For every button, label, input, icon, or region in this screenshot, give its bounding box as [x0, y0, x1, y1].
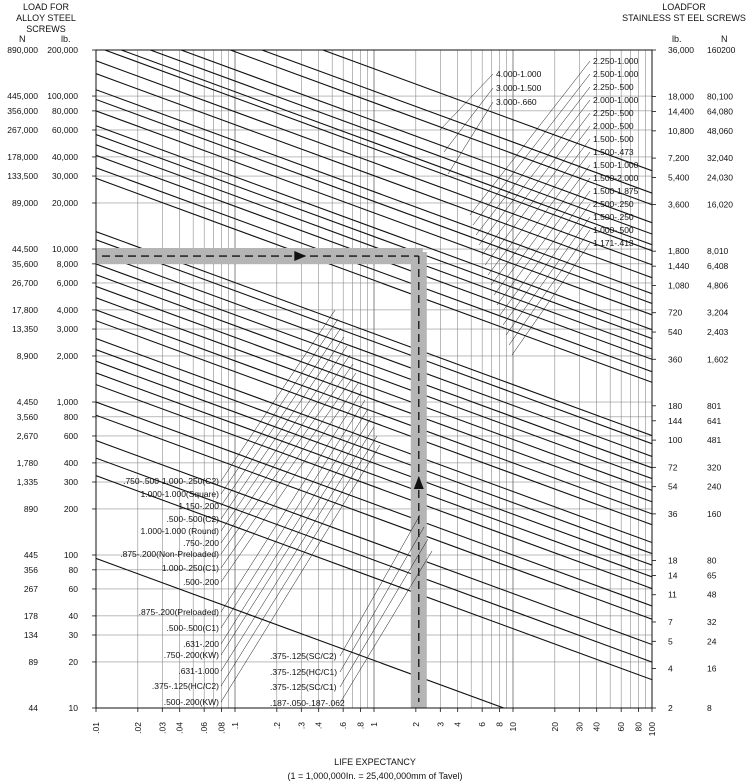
right-tick-label-n: 320	[707, 462, 722, 473]
series-label: 1.500-1.000	[593, 160, 639, 170]
left-tick-label-lb: 20	[68, 656, 78, 667]
series-label: 1.500-.500	[593, 134, 634, 144]
label-leader	[440, 74, 493, 130]
left-tick-label-n: 26,700	[12, 277, 38, 288]
right-tick-label-lb: 1,800	[668, 246, 690, 257]
left-tick-label-n: 1,335	[16, 477, 38, 488]
x-tick-label: .03	[157, 722, 168, 734]
right-tick-label-n: 16	[707, 663, 717, 674]
series-label: .750-.200(KW)	[163, 650, 219, 660]
left-tick-label-n: 44	[28, 703, 38, 713]
left-tick-label-n: 267	[23, 583, 38, 594]
x-tick-label: .4	[313, 722, 324, 730]
right-tick-label-lb: 1,080	[668, 280, 690, 291]
label-leader	[476, 87, 590, 235]
right-tick-label-lb: 36	[668, 508, 678, 519]
right-tick-label-lb: 14	[668, 570, 678, 581]
left-tick-label-lb: 30,000	[52, 171, 78, 182]
left-axis-title-line2: ALLOY STEEL SCREWS	[16, 13, 76, 34]
right-tick-label-n: 160200	[707, 45, 736, 55]
x-tick-label: .2	[271, 722, 282, 730]
left-tick-label-lb: 60	[68, 583, 78, 594]
x-tick-label: 30	[574, 722, 585, 732]
right-tick-label-n: 8	[707, 703, 712, 713]
left-tick-label-lb: 4,000	[56, 304, 78, 315]
x-tick-label: .1	[230, 722, 240, 730]
label-leader	[221, 319, 338, 494]
series-label: 3.000-1.500	[496, 83, 542, 93]
x-tick-label: 20	[549, 722, 560, 732]
left-tick-label-n: 267,000	[7, 124, 38, 135]
x-tick-label: .6	[338, 722, 349, 730]
x-tick-label: 10	[508, 722, 518, 732]
right-axis-title-line1: LOADFOR	[662, 2, 706, 12]
series-label: 2.000-.500	[593, 121, 634, 131]
series-label: 1.000-1.000 (Round)	[140, 526, 219, 536]
left-tick-label-lb: 80	[68, 564, 78, 575]
left-tick-label-n: 13,350	[12, 324, 38, 335]
left-unit-n: N	[19, 34, 26, 44]
left-tick-label-n: 8,900	[16, 350, 38, 361]
left-tick-label-lb: 3,000	[56, 324, 78, 335]
series-label: 1.000-.250(C1)	[161, 563, 219, 573]
label-leader	[221, 337, 344, 519]
left-tick-label-lb: 60,000	[52, 124, 78, 135]
series-label: 3.000-.660	[496, 97, 537, 107]
right-tick-label-lb: 5,400	[668, 172, 690, 183]
right-tick-label-lb: 540	[668, 327, 683, 338]
x-tick-label: 60	[616, 722, 627, 732]
left-tick-label-n: 890	[23, 503, 38, 514]
right-tick-label-n: 16,020	[707, 199, 733, 210]
left-tick-label-lb: 30	[68, 630, 78, 641]
right-tick-label-n: 48	[707, 589, 717, 600]
right-tick-label-lb: 180	[668, 400, 683, 411]
left-tick-label-n: 3,560	[16, 411, 38, 422]
series-label: 4.000-1.000	[496, 69, 542, 79]
left-tick-label-n: 89	[28, 656, 38, 667]
right-tick-label-lb: 18	[668, 555, 678, 566]
right-tick-label-lb: 100	[668, 435, 683, 446]
series-label: 1.500-.473	[593, 147, 634, 157]
left-tick-label-lb: 10	[68, 703, 78, 713]
series-label: .750-.200	[183, 538, 219, 548]
left-tick-label-n: 35,600	[12, 258, 38, 269]
series-label: 1.500-.250	[593, 212, 634, 222]
series-label: .500-.500(C2)	[166, 514, 219, 524]
right-tick-label-lb: 72	[668, 462, 678, 473]
left-tick-label-lb: 300	[63, 477, 78, 488]
right-tick-label-n: 4,806	[707, 280, 729, 291]
right-tick-label-lb: 18,000	[668, 91, 694, 102]
right-tick-label-n: 8,010	[707, 246, 729, 257]
x-tick-label: .3	[296, 722, 307, 730]
right-tick-label-lb: 14,400	[668, 106, 694, 117]
series-label: .500-.500(C1)	[166, 623, 219, 633]
series-label: .375-.125(HC/C1)	[270, 667, 338, 677]
x-tick-label: 2	[410, 722, 421, 727]
left-tick-label-n: 17,800	[12, 304, 38, 315]
right-tick-label-n: 641	[707, 415, 722, 426]
left-tick-label-lb: 200	[63, 503, 78, 514]
right-tick-label-n: 3,204	[707, 307, 729, 318]
right-tick-label-lb: 11	[668, 589, 677, 600]
series-label: 2.500-1.000	[593, 69, 639, 79]
x-tick-label: .04	[174, 722, 185, 734]
series-label: .500-.200	[183, 577, 219, 587]
left-tick-label-lb: 10,000	[52, 244, 78, 255]
left-tick-label-n: 1,780	[16, 457, 38, 468]
right-tick-label-lb: 1,440	[668, 261, 690, 272]
right-tick-label-lb: 3,600	[668, 199, 690, 210]
left-axis-title-line1: LOAD FOR	[22, 2, 69, 12]
x-axis-title: LIFE EXPECTANCY	[334, 757, 416, 767]
left-tick-label-n: 133,500	[7, 171, 38, 182]
left-tick-label-n: 445,000	[7, 91, 38, 102]
left-tick-label-n: 890,000	[7, 45, 38, 55]
series-label: 2.250-1.000	[593, 56, 639, 66]
right-tick-label-lb: 54	[668, 481, 678, 492]
right-tick-label-lb: 7	[668, 616, 673, 627]
series-label: .875-.200(Preloaded)	[138, 607, 219, 617]
x-tick-label: .01	[91, 722, 101, 734]
series-label: .375-.125(SC/C2)	[270, 651, 337, 661]
left-tick-label-lb: 40,000	[52, 151, 78, 162]
right-tick-label-n: 160	[707, 508, 722, 519]
right-tick-label-lb: 5	[668, 636, 673, 647]
right-tick-label-n: 32,040	[707, 153, 733, 164]
x-tick-label: 1	[369, 722, 379, 727]
left-tick-label-n: 2,670	[16, 430, 38, 441]
series-label: 2.250-.500	[593, 82, 634, 92]
left-tick-label-n: 356	[23, 564, 38, 575]
series-label: 2.500-.250	[593, 199, 634, 209]
x-tick-label: 3	[435, 722, 446, 727]
left-tick-label-lb: 80,000	[52, 105, 78, 116]
left-tick-label-lb: 100	[63, 550, 78, 561]
series-label: .500-.200(KW)	[163, 697, 219, 707]
series-label: 1.000-.500	[593, 225, 634, 235]
label-leader	[512, 243, 590, 355]
series-label: .750-.500-1.000-.250(C2)	[123, 476, 219, 486]
right-tick-label-lb: 7,200	[668, 153, 690, 164]
series-label: 2.250-.500	[593, 108, 634, 118]
label-leader	[488, 139, 590, 275]
label-leader	[221, 310, 335, 481]
left-unit-lb: lb.	[61, 34, 71, 44]
left-tick-label-lb: 2,000	[56, 350, 78, 361]
series-label: 2.000-1.000	[593, 95, 639, 105]
x-tick-label: .02	[132, 722, 143, 734]
left-tick-label-lb: 800	[63, 411, 78, 422]
left-tick-label-lb: 600	[63, 430, 78, 441]
right-tick-label-n: 24,030	[707, 172, 733, 183]
left-tick-label-n: 356,000	[7, 105, 38, 116]
label-leader	[221, 391, 362, 612]
left-tick-label-lb: 8,000	[56, 258, 78, 269]
series-label: .631-1.000	[178, 666, 219, 676]
series-label: .631-.200	[183, 639, 219, 649]
label-leader	[221, 418, 371, 655]
right-tick-label-lb: 10,800	[668, 125, 694, 136]
right-tick-label-lb: 4	[668, 663, 673, 674]
right-tick-label-n: 64,080	[707, 106, 733, 117]
right-unit-n: N	[721, 34, 728, 44]
x-tick-label: 100	[647, 722, 657, 737]
right-tick-label-n: 240	[707, 481, 722, 492]
right-unit-lb: lb.	[672, 34, 682, 44]
left-tick-label-lb: 40	[68, 610, 78, 621]
left-tick-label-n: 445	[23, 550, 38, 561]
right-axis-title	[618, 2, 750, 24]
right-tick-label-n: 801	[707, 400, 722, 411]
x-axis-note: (1 = 1,000,000In. = 25,400,000mm of Tavel)	[287, 771, 463, 781]
left-tick-label-lb: 200,000	[47, 45, 78, 55]
x-tick-label: 8	[494, 722, 505, 727]
series-label: .187-.050-.187-.062	[270, 698, 345, 708]
series-label: 1.500-1.875	[593, 186, 639, 196]
series-label: 1.000-1.000(Square)	[140, 489, 219, 499]
left-tick-label-lb: 400	[63, 457, 78, 468]
right-tick-label-n: 1,602	[707, 354, 729, 365]
right-tick-label-lb: 720	[668, 307, 683, 318]
series-label: .375-.125(HC/C2)	[151, 681, 219, 691]
right-tick-label-lb: 360	[668, 354, 683, 365]
x-tick-label: 40	[591, 722, 602, 732]
series-label: 1.171-.413	[593, 238, 634, 248]
right-tick-label-n: 481	[707, 435, 722, 446]
right-tick-label-n: 80	[707, 555, 717, 566]
left-tick-label-n: 178,000	[7, 151, 38, 162]
right-tick-label-lb: 2	[668, 703, 673, 713]
left-tick-label-lb: 20,000	[52, 197, 78, 208]
series-label: 1.500-2.000	[593, 173, 639, 183]
right-tick-label-lb: 144	[668, 415, 683, 426]
x-tick-label: 6	[477, 722, 488, 727]
left-tick-label-n: 89,000	[12, 197, 38, 208]
label-leader	[221, 355, 350, 543]
left-tick-label-n: 4,450	[16, 397, 38, 408]
left-tick-label-lb: 1,000	[56, 397, 78, 408]
label-leader	[221, 364, 353, 554]
right-tick-label-n: 6,408	[707, 261, 729, 272]
right-tick-label-n: 32	[707, 616, 717, 627]
left-tick-label-n: 134	[23, 630, 38, 641]
x-tick-label: .06	[199, 722, 210, 734]
x-tick-label: .08	[216, 722, 227, 734]
x-tick-label: .8	[355, 722, 366, 730]
label-leader	[479, 100, 590, 245]
series-labels	[120, 56, 638, 708]
x-tick-label: 4	[452, 722, 463, 727]
right-tick-label-n: 80,100	[707, 91, 733, 102]
right-tick-label-lb: 36,000	[668, 45, 694, 55]
right-tick-label-n: 2,403	[707, 327, 729, 338]
series-label: .875-.200(Non-Preloaded)	[120, 549, 219, 559]
right-axis-title-line2: STAINLESS ST EEL SCREWS	[622, 13, 746, 23]
left-tick-label-n: 44,500	[12, 244, 38, 255]
label-leader	[221, 409, 368, 644]
left-tick-label-n: 178	[23, 610, 38, 621]
label-leader	[482, 113, 590, 255]
right-tick-label-n: 65	[707, 570, 717, 581]
left-tick-label-lb: 100,000	[47, 91, 78, 102]
right-tick-label-n: 24	[707, 636, 717, 647]
right-tick-label-n: 48,060	[707, 125, 733, 136]
left-tick-label-lb: 6,000	[56, 277, 78, 288]
series-label: .375-.125(SC/C1)	[270, 682, 337, 692]
series-label: 1.150-.200	[178, 501, 219, 511]
label-leaders	[221, 61, 590, 703]
left-axis-title	[0, 2, 92, 35]
x-tick-label: 80	[633, 722, 644, 732]
